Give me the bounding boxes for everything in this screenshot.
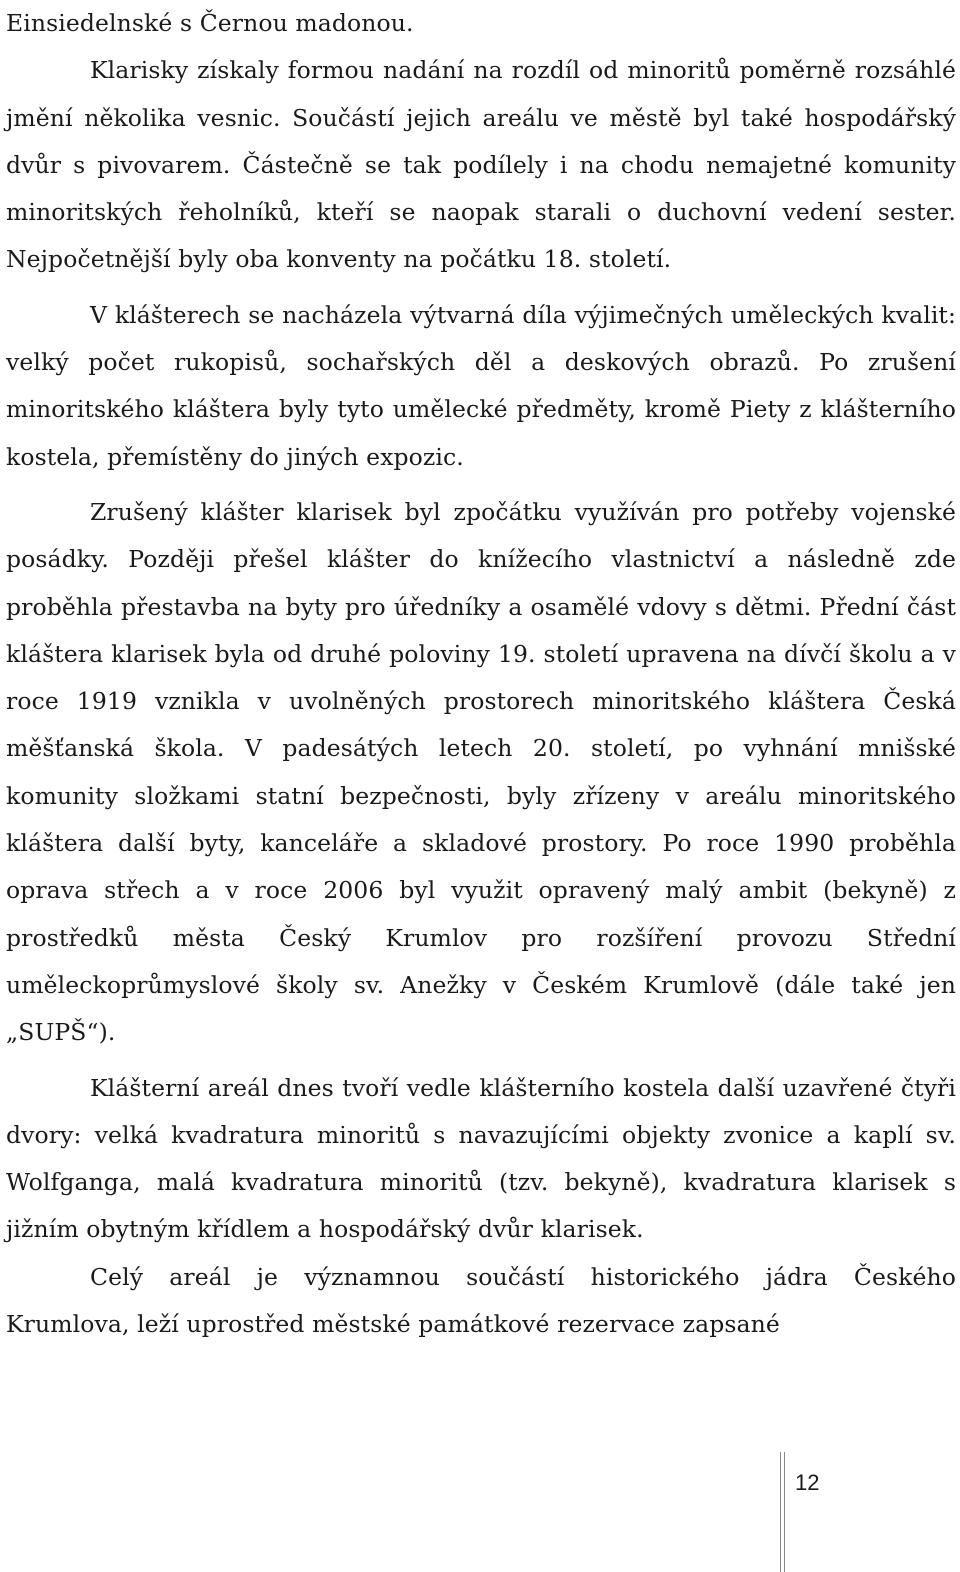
footer-divider <box>780 1452 785 1572</box>
paragraph-klarisky: Klarisky získaly formou nadání na rozdíl od minoritů poměrně rozsáhlé jmění několika vesnic. Součástí jejich areálu ve městě byl také hospodářský dvůr s pivovarem. Částečně se tak podílely i na chodu nemajetné komunity minoritských řeholníků, kteří se naopak starali o duchovní vedení sester. Nejpočetnější byly oba konventy na počátku 18. století. <box>6 56 956 274</box>
paragraph-cely-areal: Celý areál je významnou součástí historického jádra Českého Krumlova, leží uprostřed městské památkové rezervace zapsané <box>6 1262 956 1339</box>
paragraph-umelecka-dila: V klášterech se nacházela výtvarná díla výjimečných uměleckých kvalit: velký počet rukopisů, sochařských děl a deskových obrazů. Po zrušení minoritského kláštera byly tyto umělecké předměty, kromě Piety z klášterního kostela, přemístěny do jiných expozic. <box>6 300 956 471</box>
page-number: 12 <box>795 1470 820 1495</box>
body-text <box>6 0 956 1348</box>
paragraph-klasterni-areal: Klášterní areál dnes tvoří vedle klášterního kostela další uzavřené čtyři dvory: velká kvadratura minoritů s navazujícími objekty zvonice a kaplí sv. Wolfganga, malá kvadratura minoritů (tzv. bekyně), kvadratura klarisek s jižním obytným křídlem a hospodářský dvůr klarisek. <box>6 1073 956 1244</box>
paragraph-zruseny-klaster: Zrušený klášter klarisek byl zpočátku využíván pro potřeby vojenské posádky. Později přešel klášter do knížecího vlastnictví a následně zde proběhla přestavba na byty pro úředníky a osamělé vdovy s dětmi. Přední část kláštera klarisek byla od druhé poloviny 19. století upravena na dívčí školu a v roce 1919 vznikla v uvolněných prostorech minoritského kláštera Česká měšťanská škola. V padesátých letech 20. století, po vyhnání mnišské komunity složkami statní bezpečnosti, byly zřízeny v areálu minoritského kláštera další byty, kanceláře a skladové prostory. Po roce 1990 proběhla oprava střech a v roce 2006 byl využit opravený malý ambit (bekyně) z prostředků města Český Krumlov pro rozšíření provozu Střední uměleckoprůmyslové školy sv. Anežky v Českém Krumlově (dále také jen „SUPŠ“). <box>6 497 956 1047</box>
paragraph-continuation: Einsiedelnské s Černou madonou. <box>6 9 414 37</box>
